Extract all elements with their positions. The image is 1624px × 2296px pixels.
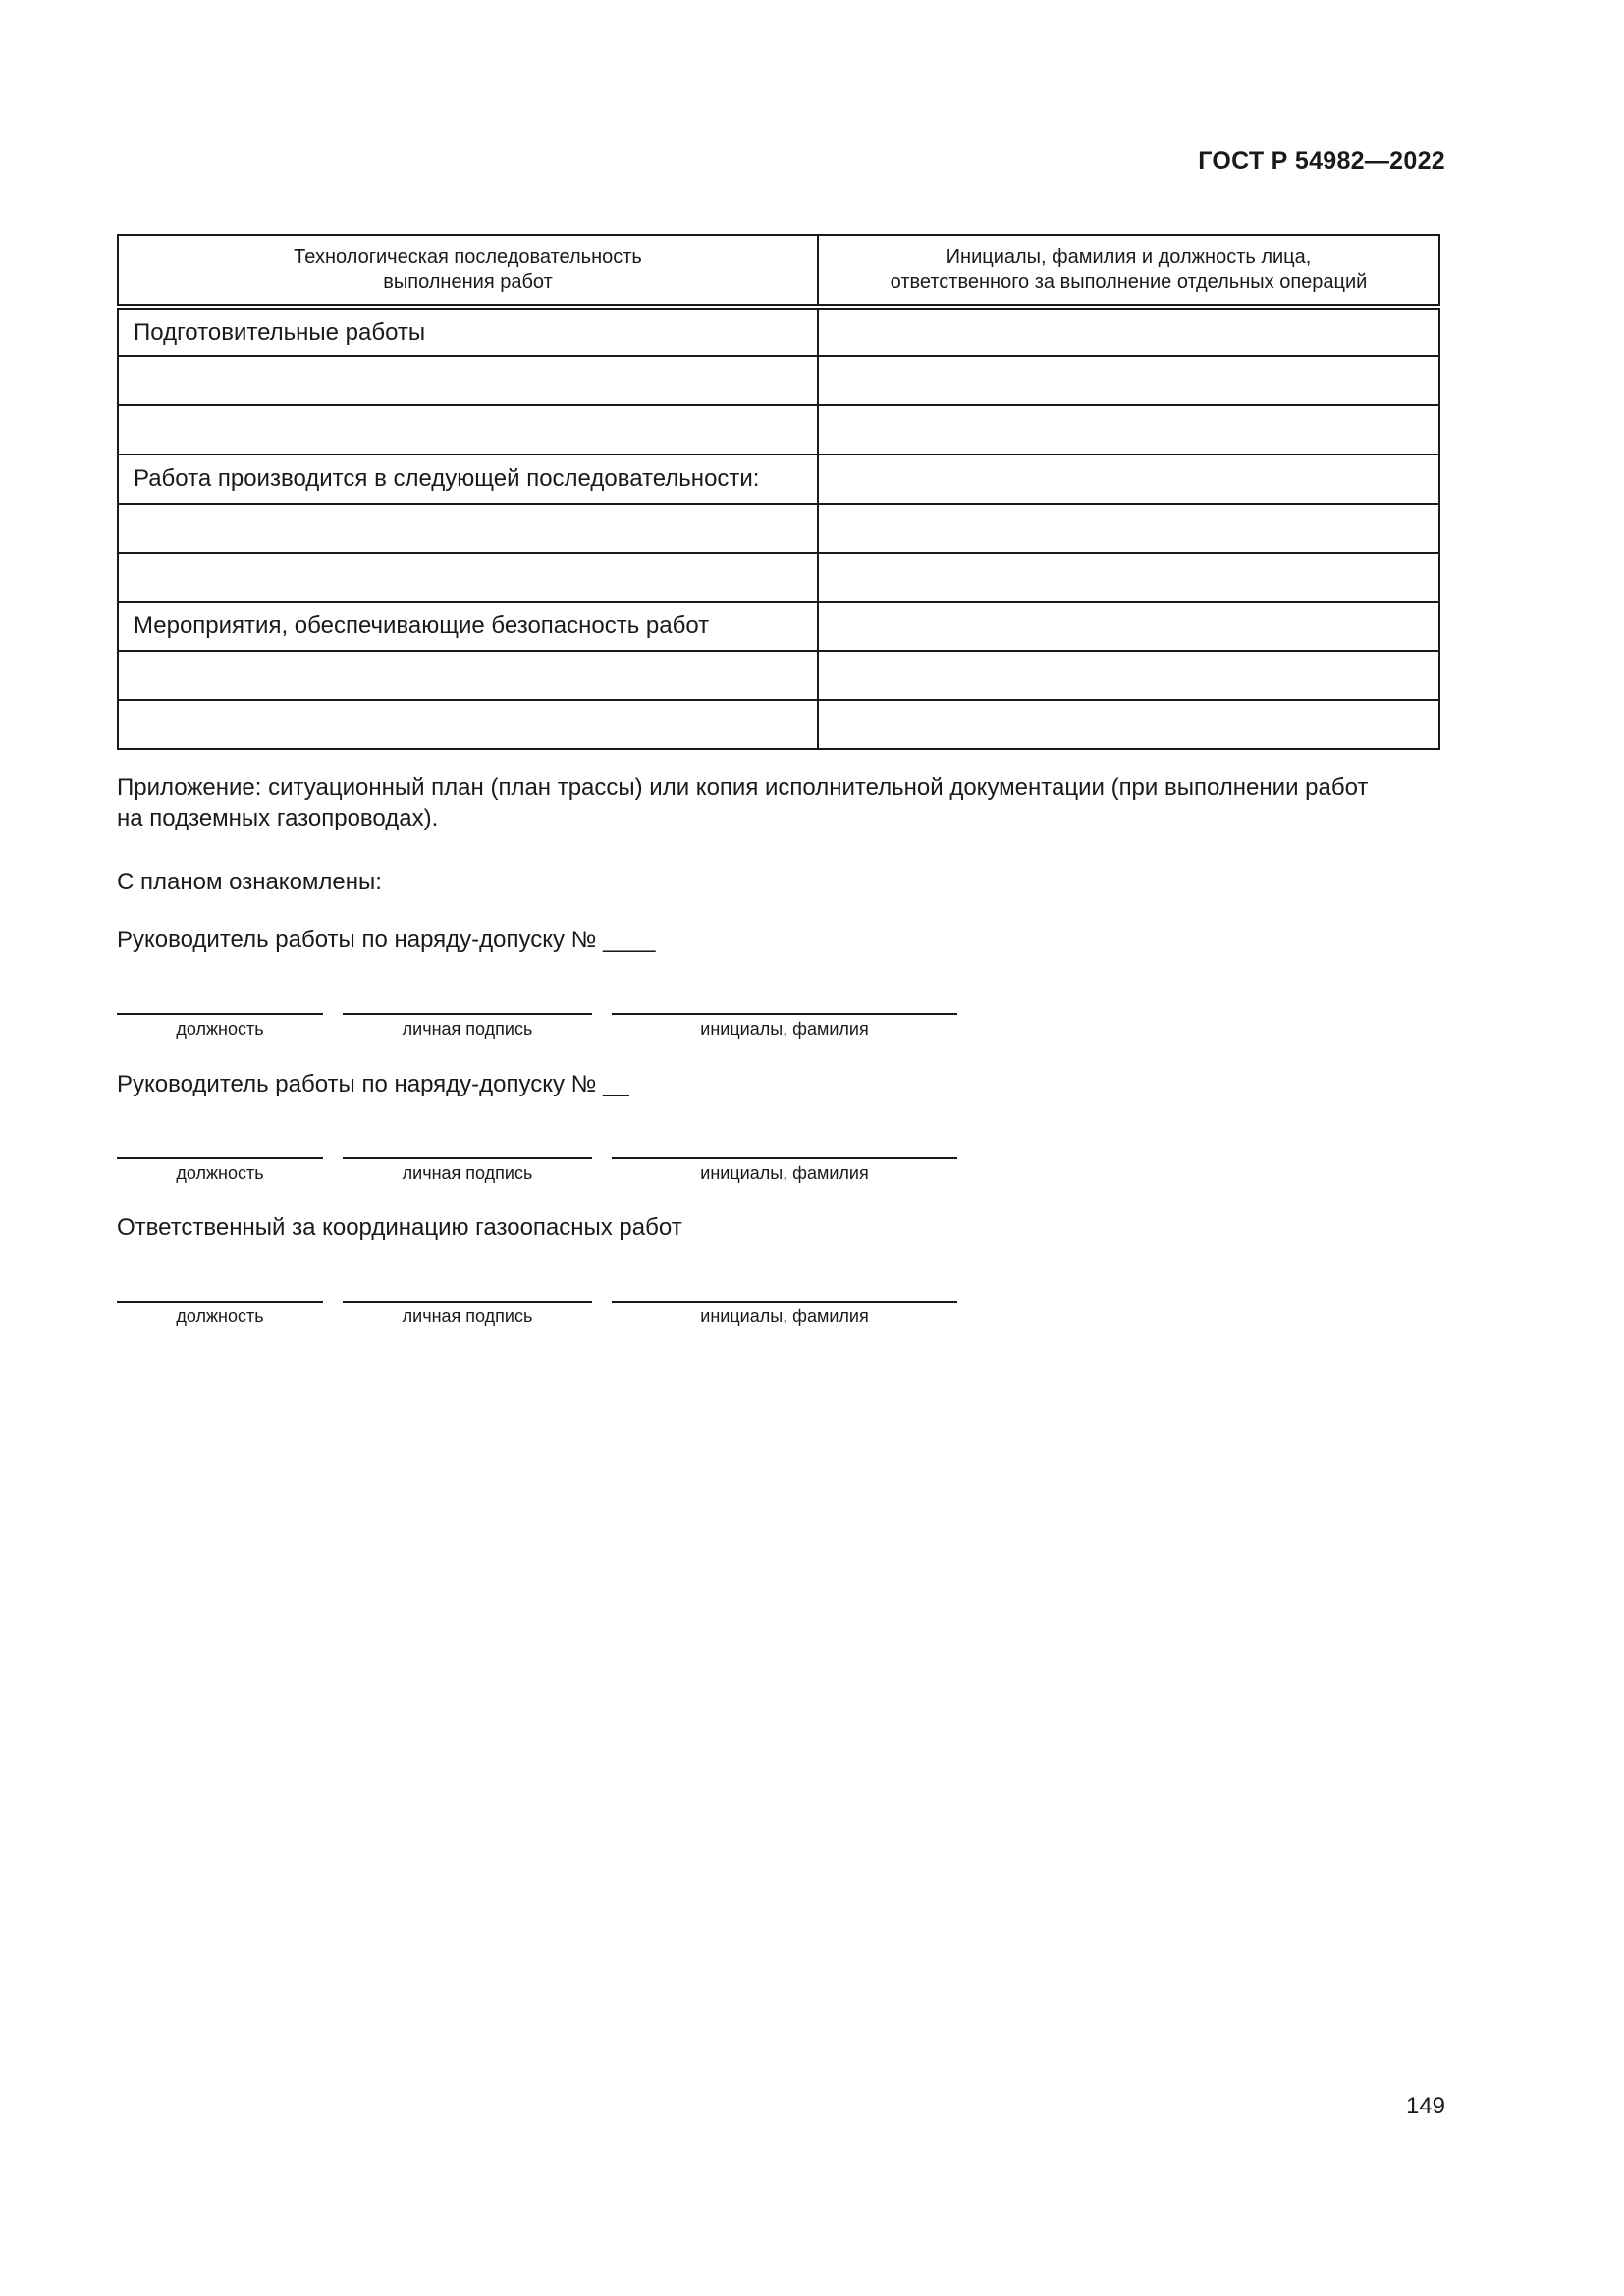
column-header-responsible bbox=[818, 235, 1439, 307]
table-header-row bbox=[118, 235, 1439, 307]
table-cell-responsible bbox=[818, 504, 1439, 553]
signature-field-position bbox=[117, 987, 323, 1045]
table-cell-responsible bbox=[818, 651, 1439, 700]
table-row bbox=[118, 700, 1439, 749]
table-cell-responsible bbox=[818, 307, 1439, 356]
table-cell-step: Мероприятия, обеспечивающие безопасность работ bbox=[118, 602, 818, 651]
signature-caption-name: инициалы, фамилия bbox=[700, 1307, 869, 1326]
table-cell-responsible bbox=[818, 356, 1439, 405]
table-row bbox=[118, 504, 1439, 553]
column-header-responsible-line2: ответственного за выполнение отдельных операций bbox=[890, 271, 1368, 293]
column-header-responsible-line1: Инициалы, фамилия и должность лица, bbox=[946, 246, 1312, 268]
table-row bbox=[118, 651, 1439, 700]
signature-line bbox=[343, 1301, 592, 1303]
signature-field-signature bbox=[343, 1274, 592, 1333]
table-cell-step: Работа производится в следующей последовательности: bbox=[118, 454, 818, 504]
table-cell-step: Подготовительные работы bbox=[118, 307, 818, 356]
acquainted-label: С планом ознакомлены: bbox=[117, 869, 382, 895]
table-cell-responsible bbox=[818, 454, 1439, 504]
column-header-sequence bbox=[118, 235, 818, 307]
table-cell-step bbox=[118, 553, 818, 602]
signature-field-position bbox=[117, 1131, 323, 1190]
table-cell-responsible bbox=[818, 700, 1439, 749]
signature-line bbox=[612, 1013, 957, 1015]
signature-line bbox=[117, 1301, 323, 1303]
table-cell-step bbox=[118, 356, 818, 405]
table-row bbox=[118, 307, 1439, 356]
signature-caption-position: должность bbox=[176, 1307, 264, 1326]
table-row bbox=[118, 405, 1439, 454]
signer-title: Ответственный за координацию газоопасных работ bbox=[117, 1214, 682, 1241]
column-header-sequence-line1: Технологическая последовательность bbox=[294, 246, 642, 268]
signature-caption-name: инициалы, фамилия bbox=[700, 1163, 869, 1183]
appendix-note bbox=[117, 773, 1438, 833]
signature-line bbox=[343, 1013, 592, 1015]
signature-caption-signature: личная подпись bbox=[402, 1019, 533, 1039]
signature-caption-signature: личная подпись bbox=[402, 1163, 533, 1183]
signer-title: Руководитель работы по наряду-допуску № __ bbox=[117, 1071, 629, 1097]
signature-field-name bbox=[612, 1131, 957, 1190]
table-cell-step bbox=[118, 651, 818, 700]
signature-field-signature bbox=[343, 1131, 592, 1190]
signature-row bbox=[117, 1274, 961, 1333]
table-cell-responsible bbox=[818, 553, 1439, 602]
signature-caption-position: должность bbox=[176, 1163, 264, 1183]
work-sequence-table bbox=[117, 234, 1440, 750]
signature-row bbox=[117, 1131, 961, 1190]
table-row bbox=[118, 356, 1439, 405]
signature-field-name bbox=[612, 987, 957, 1045]
page-number: 149 bbox=[1405, 2093, 1445, 2119]
document-code: ГОСТ Р 54982—2022 bbox=[1198, 147, 1445, 175]
signature-row bbox=[117, 987, 961, 1045]
table-row bbox=[118, 454, 1439, 504]
signature-line bbox=[117, 1013, 323, 1015]
signer-title: Руководитель работы по наряду-допуску № ____ bbox=[117, 927, 656, 953]
signature-field-position bbox=[117, 1274, 323, 1333]
table-cell-step bbox=[118, 700, 818, 749]
table-row bbox=[118, 602, 1439, 651]
table-row bbox=[118, 553, 1439, 602]
table-cell-step bbox=[118, 504, 818, 553]
signature-caption-signature: личная подпись bbox=[402, 1307, 533, 1326]
table-cell-responsible bbox=[818, 405, 1439, 454]
signature-field-name bbox=[612, 1274, 957, 1333]
table-cell-responsible bbox=[818, 602, 1439, 651]
signature-line bbox=[612, 1157, 957, 1159]
signature-caption-position: должность bbox=[176, 1019, 264, 1039]
appendix-note-line2: на подземных газопроводах). bbox=[117, 805, 439, 831]
signature-field-signature bbox=[343, 987, 592, 1045]
signature-line bbox=[612, 1301, 957, 1303]
signature-line bbox=[343, 1157, 592, 1159]
table-cell-step bbox=[118, 405, 818, 454]
column-header-sequence-line2: выполнения работ bbox=[383, 271, 553, 293]
signature-line bbox=[117, 1157, 323, 1159]
appendix-note-line1: Приложение: ситуационный план (план трассы) или копия исполнительной документации (при выполнении работ bbox=[117, 774, 1369, 801]
signature-caption-name: инициалы, фамилия bbox=[700, 1019, 869, 1039]
